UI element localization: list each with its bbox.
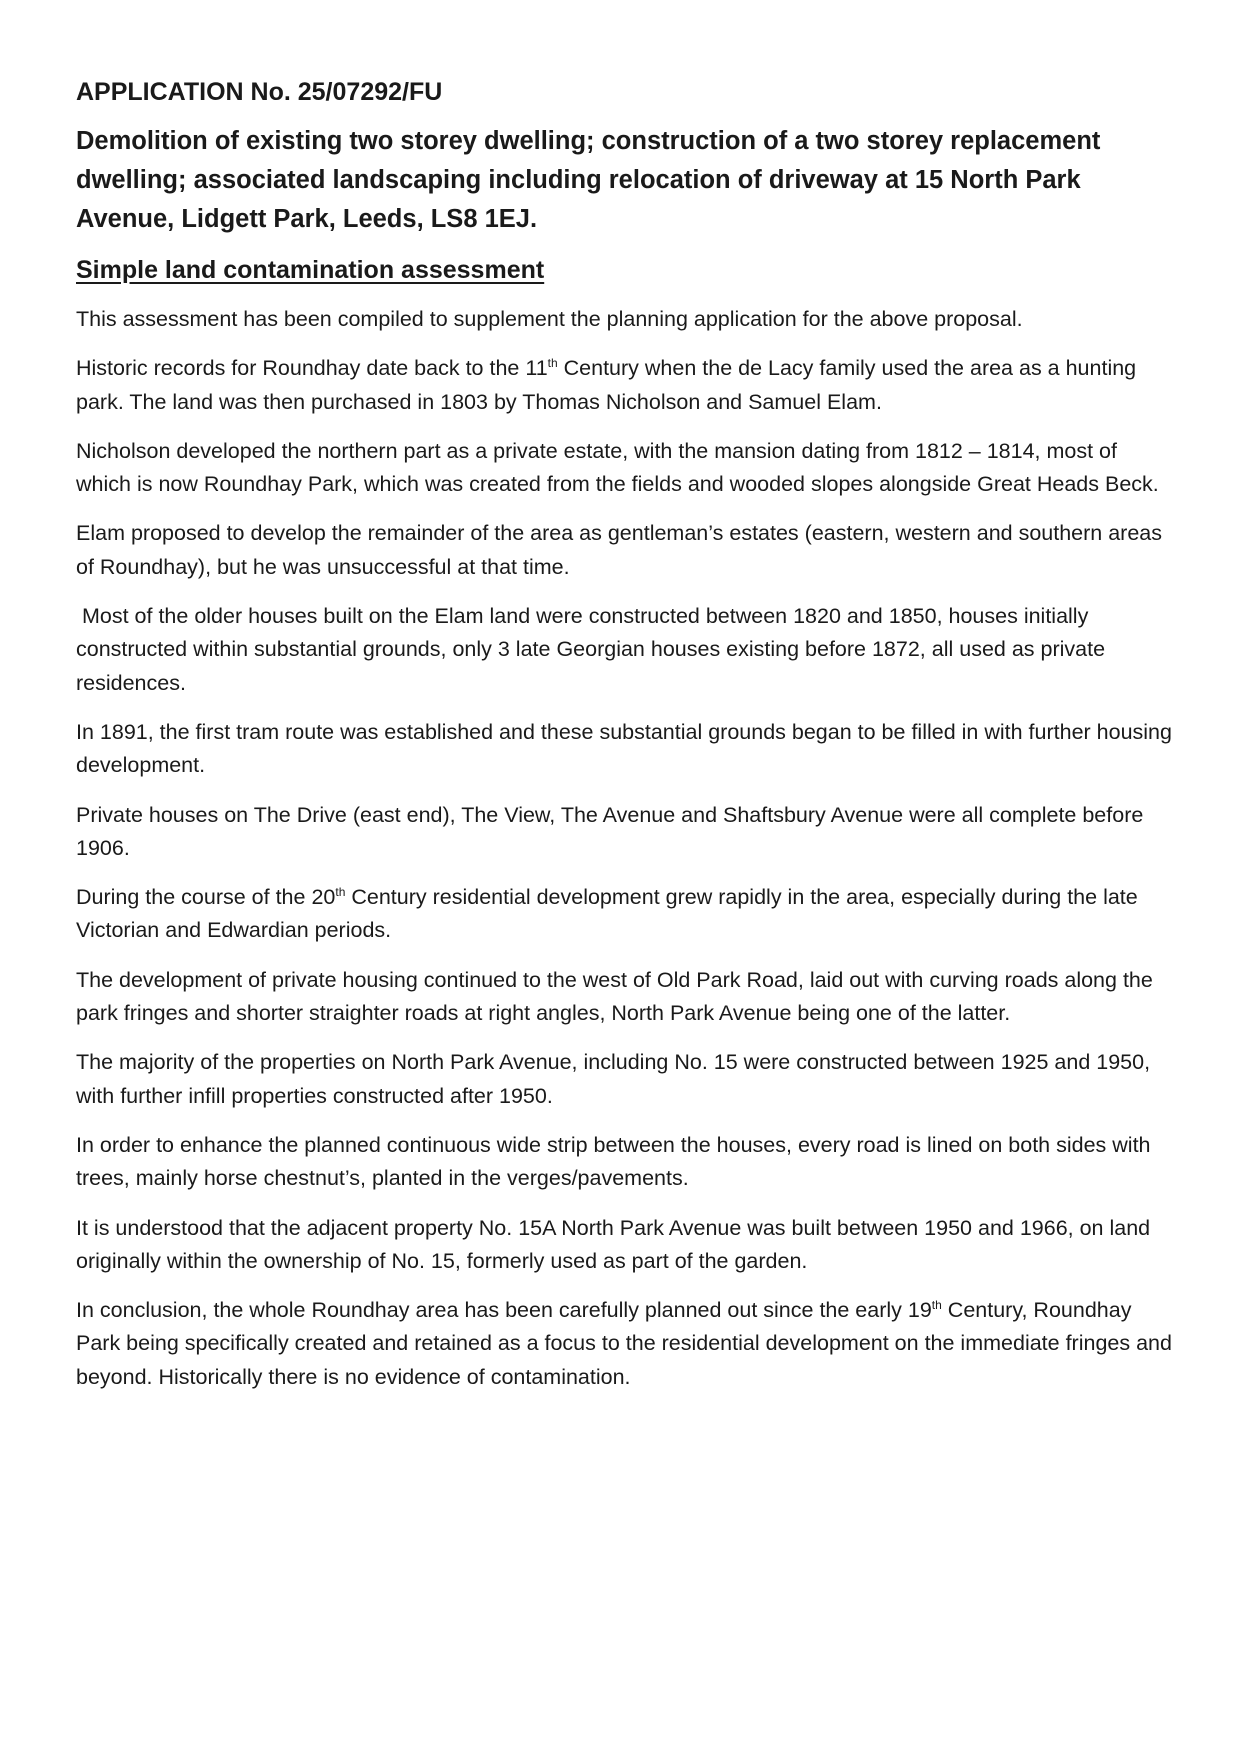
paragraph-elam: Elam proposed to develop the remainder of the area as gentleman’s estates (eastern, western and southern areas of Roundhay), but he was unsuccessful at that time. [76,521,1163,579]
paragraph-tram-route: In 1891, the first tram route was established and these substantial grounds began to be filled in with further housing development. [76,719,1172,778]
paragraph-north-park-avenue: The majority of the properties on North Park Avenue, including No. 15 were constructed between 1925 and 1950, with further infill properties constructed after 1950. [76,1050,1151,1108]
application-title: Demolition of existing two storey dwelling; construction of a two storey replacement dwelling; associated landscaping including relocation of driveway at 15 North Park Avenue, Lidgett Park, Leeds, LS8 1EJ. [76,127,1101,233]
paragraph-intro: This assessment has been compiled to supplement the planning application for the above proposal. [76,307,1023,331]
text-segment: Century residential development grew rapidly in the area, especially during the late Victorian and Edwardian periods. [76,885,1138,943]
superscript: th [335,885,346,899]
paragraph-nicholson: Nicholson developed the northern part as a private estate, with the mansion dating from 1812 – 1814, most of which is now Roundhay Park, which was created from the fields and wooded slopes alongside Great Heads Beck. [76,438,1159,497]
paragraph-private-houses: Private houses on The Drive (east end), The View, The Avenue and Shaftsbury Avenue were all complete before 1906. [76,802,1144,860]
document-page [76,72,1176,1410]
text-segment: In conclusion, the whole Roundhay area has been carefully planned out since the early 19 [76,1298,932,1323]
text-segment: During the course of the 20 [76,885,336,910]
paragraph-20th-century [76,881,1176,948]
superscript: th [547,356,558,371]
paragraph-old-park-road: The development of private housing continued to the west of Old Park Road, laid out with curving roads along the park fringes and shorter straighter roads at right angles, North Park Avenue being one of the latter. [76,967,1153,1026]
paragraph-conclusion [76,1294,1176,1394]
text-segment: Historic records for Roundhay date back to the 11 [76,356,548,381]
text-segment: Century, Roundhay Park being specifically created and retained as a focus to the residential development on the immediate fringes and beyond. Historically there is no evidence of contamination. [76,1298,1172,1389]
superscript: th [931,1297,942,1312]
paragraph-historic-records [76,352,1176,419]
paragraph-trees: In order to enhance the planned continuous wide strip between the houses, every road is lined on both sides with trees, mainly horse chestnut’s, planted in the verges/pavements. [76,1132,1151,1191]
text-segment: Century when the de Lacy family used the area as a hunting park. The land was then purchased in 1803 by Thomas Nicholson and Samuel Elam. [76,356,1137,414]
section-heading: Simple land contamination assessment [76,256,545,284]
application-number: APPLICATION No. 25/07292/FU [76,78,443,106]
paragraph-older-houses: Most of the older houses built on the Elam land were constructed between 1820 and 1850, houses initially constructed within substantial grounds, only 3 late Georgian houses existing before 1872, all used as private residences. [76,604,1112,695]
paragraph-adjacent-property: It is understood that the adjacent property No. 15A North Park Avenue was built between 1950 and 1966, on land originally within the ownership of No. 15, formerly used as part of the garden. [76,1215,1151,1273]
